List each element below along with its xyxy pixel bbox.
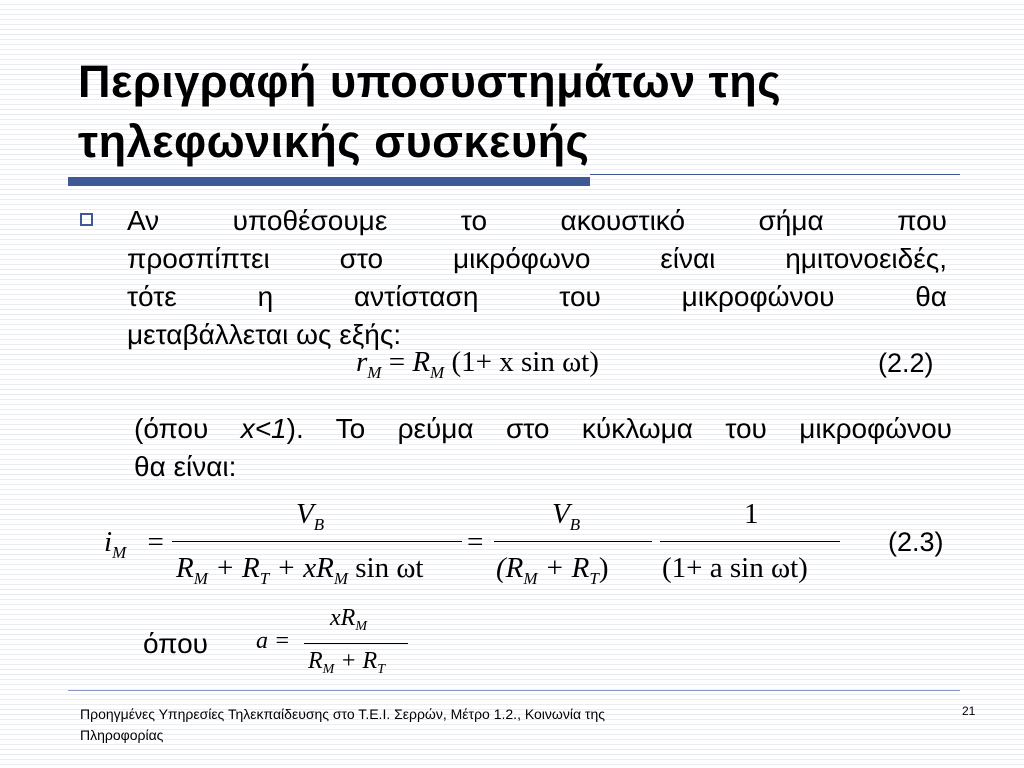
para2-condition: x<1: [240, 413, 287, 444]
eq23-den1-sin: sin ωt: [355, 552, 424, 584]
eq23-den2-plus: + R: [544, 552, 590, 584]
title-line-2: τηλεφωνικής συσκευής: [78, 116, 590, 167]
para2-prefix: (όπου: [134, 413, 241, 444]
bullet-line-1: Αν υποθέσουμε το ακουστικό σήμα που: [127, 205, 947, 236]
where-a: a =: [256, 628, 291, 654]
second-paragraph: [134, 410, 952, 486]
eq23-num3: 1: [744, 498, 759, 530]
bullet-line-2: προσπίπτει στο μικρόφωνο είναι ημιτονοειδές,: [127, 243, 947, 274]
page-number: 21: [962, 704, 976, 718]
eq23-den2-close: ): [598, 552, 609, 584]
eq23-den1-sub1: M: [193, 569, 208, 588]
equation-number-2-2: (2.2): [878, 348, 934, 378]
eq22-R: R: [412, 346, 431, 378]
para2-line-2: θα είναι:: [134, 451, 237, 482]
eq23-i-sub: M: [112, 543, 127, 562]
bullet-line-4: μεταβάλλεται ως εξής:: [127, 319, 402, 350]
eq23-den1-plus: + R: [215, 552, 260, 584]
where-lhs: [256, 628, 290, 655]
eq23-lhs: $i_M$ =: [104, 526, 164, 562]
eq22-lhs: r: [356, 346, 368, 378]
where-den-sub1: M: [322, 662, 335, 677]
eq23-den2-sub2: T: [589, 569, 599, 588]
eq23-den1-tail: + xR: [276, 552, 334, 584]
where-fracline: [304, 643, 408, 644]
footer-text: [80, 704, 840, 746]
eq23-i: i: [104, 526, 113, 558]
bullet-square-icon: [80, 213, 93, 226]
eq23-den1-R: R: [176, 552, 194, 584]
eq23-num2-V: V: [552, 498, 570, 530]
eq23-num2: [552, 498, 581, 534]
bullet-line-3: τότε η αντίσταση του μικροφώνου θα: [127, 281, 947, 312]
eq23-num1-sub: B: [313, 515, 325, 534]
eq23-fracline-1: [172, 541, 462, 542]
eq23-den2-sub1: M: [523, 569, 538, 588]
where-num-xR: xR: [330, 605, 356, 631]
eq23-fracline-3: [660, 541, 840, 542]
eq22-rest: (1+ x sin ωt): [451, 346, 599, 378]
eq23-den3: (1+ a sin ωt): [662, 552, 808, 584]
eq23-den1-sub2: T: [259, 569, 270, 588]
eq23-den1-sub3: M: [333, 569, 348, 588]
bullet-paragraph: [127, 202, 947, 354]
where-den-sub2: T: [377, 662, 385, 677]
para2-suffix: ). Το ρεύμα στο κύκλωμα του μικροφώνου: [286, 413, 952, 444]
where-den: [308, 648, 385, 675]
eq23-den2-R: (R: [496, 552, 524, 584]
title-rule-thick: [68, 177, 590, 186]
eq23-num1: [296, 498, 325, 534]
eq23-den2: [496, 552, 609, 588]
equation-2-2: [356, 346, 599, 382]
where-den-R: R: [308, 648, 323, 674]
title-line-1: Περιγραφή υποσυστημάτων της: [78, 56, 782, 107]
footer-rule: [68, 690, 960, 691]
where-label: όπου: [143, 628, 208, 659]
footer-line-2: Πληροφορίας: [80, 727, 164, 743]
eq23-num1-V: V: [296, 498, 314, 530]
footer-line-1: Προηγμένες Υπηρεσίες Τηλεκπαίδευσης στο Τ.Ε.Ι. Σερρών, Μέτρο 1.2., Κοινωνία της: [80, 706, 605, 722]
para2-line-1: [134, 410, 952, 448]
where-num-sub: M: [355, 619, 367, 634]
title-rule-thin: [590, 174, 960, 175]
eq22-equals: =: [388, 346, 406, 378]
equation-number-2-3: (2.3): [888, 527, 944, 557]
where-den-plus: + R: [340, 648, 378, 674]
eq22-lhs-sub: M: [367, 363, 382, 382]
eq23-fracline-2: [494, 541, 652, 542]
eq23-den1: [176, 552, 424, 588]
where-num: [330, 605, 367, 632]
eq22-R-sub: M: [430, 363, 445, 382]
slide-title: [78, 52, 978, 172]
eq23-equals-2: =: [467, 526, 484, 558]
eq23-num2-sub: B: [569, 515, 581, 534]
